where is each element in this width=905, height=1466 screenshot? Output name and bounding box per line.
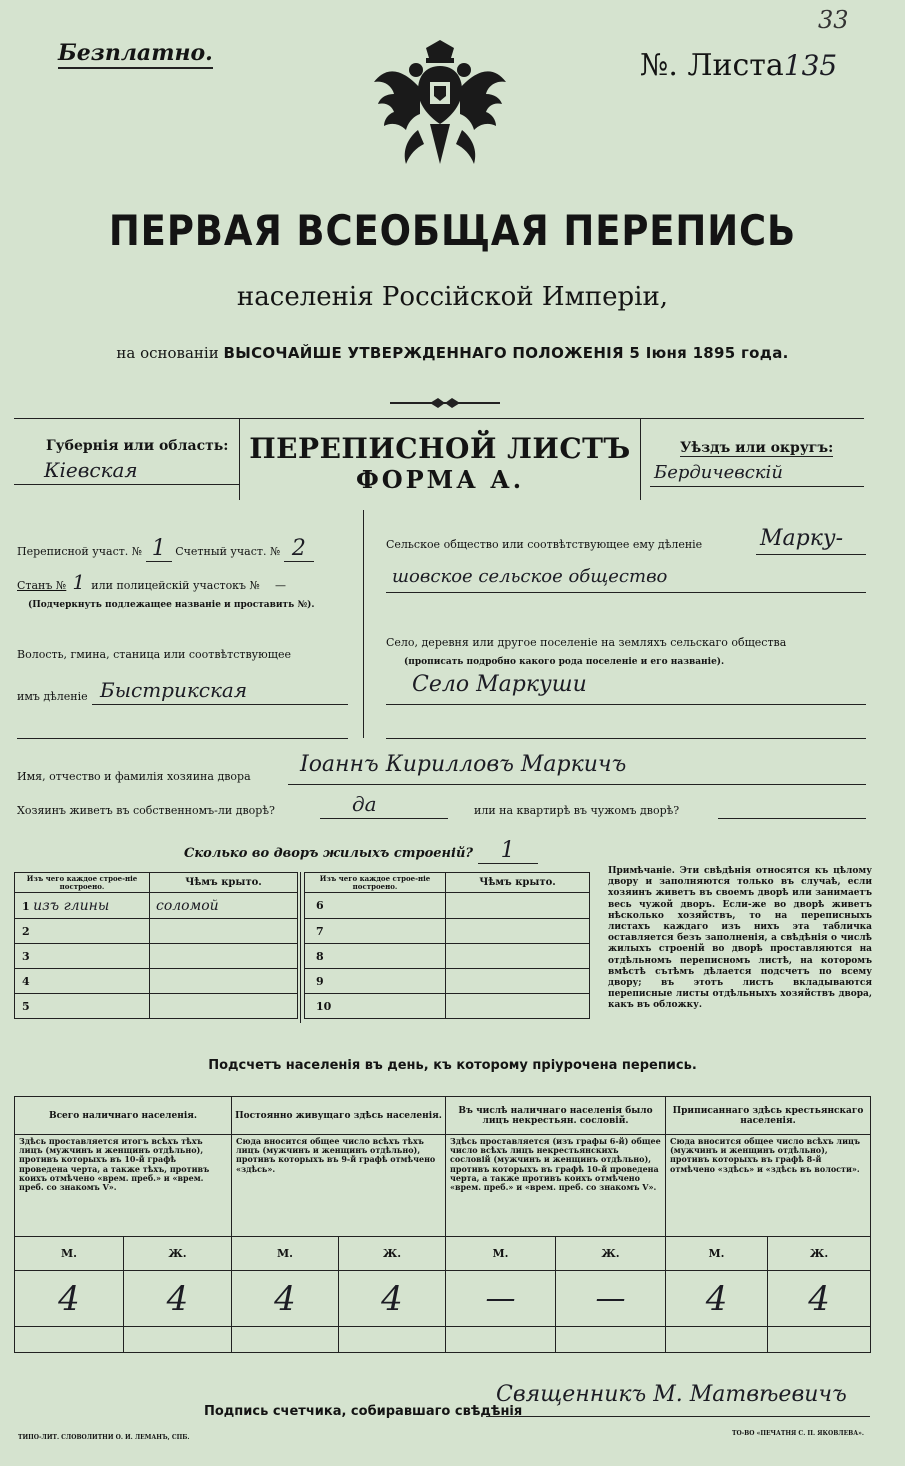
owner-value: Іоаннъ Кирилловъ Маркичъ	[300, 752, 627, 777]
society-label: Сельское общество или соотвѣтствующее ему дѣленіе	[386, 538, 703, 551]
signature-label: Подпись счетчика, собиравшаго свѣдѣнія	[204, 1404, 523, 1419]
guberniya-value: Кіевская	[44, 458, 138, 482]
table-row	[15, 944, 298, 969]
stan-field	[17, 570, 297, 594]
signature-value: Священникъ М. Матвѣевичъ	[496, 1382, 847, 1407]
table-row	[305, 919, 590, 944]
printer-left: ТИПО-ЛИТ. СЛОВОЛИТНИ О. И. ЛЕМАНЪ, СПБ.	[18, 1434, 190, 1441]
col-header-roof: Чѣмъ крыто.	[150, 873, 298, 893]
corner-number: 33	[818, 6, 849, 34]
free-label: Безплатно.	[58, 40, 213, 69]
pop-desc-non-peasant: Здѣсь проставляется (изъ графы 6-й) общее число всѣхъ лицъ некрестьянскихъ сословій (мужчинъ и женщинъ отдѣльно), противъ которыхъ въ графѣ 10-й проведена черта, а также противъ коихъ отмѣчено «врем. преб.» и «врем. преб. со знакомъ V».	[446, 1135, 666, 1237]
legal-basis-text: ВЫСОЧАЙШЕ УТВЕРЖДЕННАГО ПОЛОЖЕНІЯ 5 Іюня 1895 года.	[223, 344, 789, 362]
pop-permanent-f: 4	[339, 1271, 446, 1327]
volost-label-1: Волость, гмина, станица или соотвѣтствующее	[17, 648, 291, 661]
legal-basis	[0, 344, 905, 362]
census-district-value: 1	[146, 536, 172, 562]
row-number: 3	[22, 949, 30, 963]
police-value: —	[274, 579, 286, 592]
own-yard-line	[320, 818, 448, 819]
imperial-eagle-emblem	[370, 38, 510, 178]
village-line-1	[386, 704, 866, 705]
buildings-table-right	[304, 872, 590, 1019]
volost-value: Быстрикская	[100, 678, 248, 702]
pop-desc-permanent: Сюда вносится общее число всѣхъ тѣхъ лицъ (мужчинъ и женщинъ отдѣльно), противъ которыхъ въ 9-й графѣ отмѣчено «здѣсь».	[232, 1135, 446, 1237]
buildings-value: 1	[478, 838, 538, 864]
row-number: 4	[22, 974, 30, 988]
row-number: 5	[22, 999, 30, 1013]
sheet-number-label	[640, 48, 837, 83]
village-note: (прописать подробно какого рода поселеніе и его названіе).	[404, 657, 725, 667]
row-number: 10	[316, 999, 332, 1013]
uezd-value: Бердичевскій	[654, 462, 783, 483]
table-row	[305, 994, 590, 1019]
pop-m-label: М.	[666, 1237, 768, 1271]
rented-line	[718, 818, 866, 819]
table-row	[15, 994, 298, 1019]
pop-head-non-peasant: Въ числѣ наличнаго населенія было лицъ некрестьян. сословій.	[446, 1097, 666, 1135]
uezd-label: Уѣздъ или округъ:	[680, 440, 834, 456]
pop-m-label: М.	[446, 1237, 556, 1271]
population-table	[14, 1096, 871, 1353]
owner-line	[288, 784, 866, 785]
row-roof-value: соломой	[150, 893, 298, 919]
guberniya-line	[14, 484, 239, 485]
row-number: 8	[316, 949, 324, 963]
stan-value: 1	[72, 570, 86, 594]
stan-label: Станъ №	[17, 579, 67, 592]
pop-registered-f: 4	[768, 1271, 871, 1327]
row-built-value: изъ глины	[33, 897, 110, 914]
table-row	[305, 944, 590, 969]
table-row	[15, 919, 298, 944]
page-title: ПЕРВАЯ ВСЕОБЩАЯ ПЕРЕПИСЬ	[108, 206, 797, 255]
census-district-label: Переписной участ. №	[17, 545, 143, 558]
pop-non-peasant-m: —	[446, 1271, 556, 1327]
pop-total-m: 4	[15, 1271, 124, 1327]
count-district-value: 2	[284, 536, 314, 562]
census-district-field	[17, 536, 314, 562]
pop-f-label: Ж.	[339, 1237, 446, 1271]
pop-permanent-m: 4	[232, 1271, 339, 1327]
sheet-number-value: 135	[783, 49, 838, 82]
volost-line-1	[92, 704, 348, 705]
pop-head-registered: Приписаннаго здѣсь крестьянскаго населенія.	[666, 1097, 871, 1135]
table-row	[305, 969, 590, 994]
pop-f-label: Ж.	[768, 1237, 871, 1271]
stan-note: (Подчеркнуть подлежащее названіе и проставить №).	[28, 600, 315, 610]
row-number: 1	[22, 899, 30, 913]
remark-note: Примѣчаніе. Эти свѣдѣнія относятся къ цѣлому двору и заполняются только въ случаѣ, если хозяинъ живетъ въ своемъ дворѣ или занимаетъ весь чужой дворъ. Если-же во дворѣ живетъ нѣсколько хозяйствъ, то на переписныхъ листахъ каждаго изъ нихъ эта табличка оставляется безъ заполненія, а свѣдѣнія о числѣ жилыхъ строеній во дворѣ проставляются на отдѣльномъ переписномъ листѣ, на которомъ вмѣстѣ сътѣмъ дѣлается подсчетъ по всему двору; въ этотъ листъ вкладываются переписные листы отдѣльныхъ хозяйствъ двора, какъ въ обложку.	[608, 866, 872, 1011]
volost-line-2	[17, 738, 348, 739]
pop-m-label: М.	[232, 1237, 339, 1271]
buildings-label: Сколько во дворъ жилыхъ строеній?	[184, 846, 474, 861]
police-label: или полицейскій участокъ №	[91, 579, 260, 592]
pop-desc-total: Здѣсь проставляется итогъ всѣхъ тѣхъ лицъ (мужчинъ и женщинъ отдѣльно), противъ которыхъ въ 10-й графѣ проведена черта, а также тѣхъ, противъ коихъ отмѣчено «врем. преб.» и «врем. преб. со знакомъ V».	[15, 1135, 232, 1237]
printer-right: ТО-ВО «ПЕЧАТНЯ С. П. ЯКОВЛЕВА».	[732, 1430, 864, 1437]
uezd-box	[640, 418, 864, 500]
table-row	[15, 893, 298, 919]
row-number: 6	[316, 899, 324, 912]
form-title-box	[239, 418, 641, 500]
society-line-2	[386, 592, 866, 593]
table-double-rule	[300, 872, 301, 1023]
owner-label: Имя, отчество и фамилія хозяина двора	[17, 770, 251, 783]
sheet-number-label-text: №. Листа	[640, 48, 784, 83]
pop-head-permanent: Постоянно живущаго здѣсь населенія.	[232, 1097, 446, 1135]
society-value-2: шовское сельское общество	[392, 566, 668, 587]
count-district-label: Счетный участ. №	[175, 545, 281, 558]
village-line-2	[386, 738, 866, 739]
table-row	[15, 969, 298, 994]
society-value-1: Марку-	[760, 526, 844, 551]
buildings-count-field	[184, 838, 538, 864]
pop-non-peasant-f: —	[556, 1271, 666, 1327]
table-row	[305, 893, 590, 919]
pop-registered-m: 4	[666, 1271, 768, 1327]
society-line-1	[756, 554, 866, 555]
population-title: Подсчетъ населенія въ день, къ которому пріурочена перепись.	[208, 1058, 697, 1073]
guberniya-box	[14, 418, 239, 500]
legal-basis-prefix: на основаніи	[116, 344, 219, 362]
village-label: Село, деревня или другое поселеніе на земляхъ сельскаго общества	[386, 636, 787, 649]
volost-label-2: имъ дѣленіе	[17, 690, 88, 703]
signature-line	[486, 1416, 870, 1417]
ornament-divider	[390, 396, 500, 410]
row-number: 7	[316, 924, 324, 938]
pop-head-total: Всего наличнаго населенія.	[15, 1097, 232, 1135]
fields-separator	[363, 510, 364, 738]
pop-m-label: М.	[15, 1237, 124, 1271]
own-yard-value: да	[352, 792, 377, 816]
own-yard-label: Хозяинъ живетъ въ собственномъ-ли дворѣ?	[17, 804, 275, 817]
buildings-table-left	[14, 872, 298, 1019]
form-title: ПЕРЕПИСНОЙ ЛИСТЪ	[249, 432, 631, 465]
guberniya-label: Губернія или область:	[46, 438, 229, 454]
row-built	[15, 893, 150, 919]
col-header-built: Изъ чего каждое строе-ніе построено.	[305, 873, 446, 893]
uezd-line	[650, 486, 864, 487]
row-number: 2	[22, 924, 30, 938]
form-subtitle: ФОРМА А.	[355, 465, 525, 494]
page-subtitle: населенія Россійской Имперіи,	[236, 282, 669, 312]
pop-total-f: 4	[124, 1271, 232, 1327]
row-number: 9	[316, 974, 324, 988]
col-header-built: Изъ чего каждое строе-ніе построено.	[15, 873, 150, 893]
pop-f-label: Ж.	[556, 1237, 666, 1271]
pop-f-label: Ж.	[124, 1237, 232, 1271]
pop-desc-registered: Сюда вносится общее число всѣхъ лицъ (мужчинъ и женщинъ отдѣльно), противъ которыхъ въ графѣ 8-й отмѣчено «здѣсь» и «здѣсь въ волости».	[666, 1135, 871, 1237]
rented-label: или на квартирѣ въ чужомъ дворѣ?	[474, 804, 680, 817]
col-header-roof: Чѣмъ крыто.	[446, 873, 590, 893]
village-value: Село Маркуши	[412, 672, 587, 697]
